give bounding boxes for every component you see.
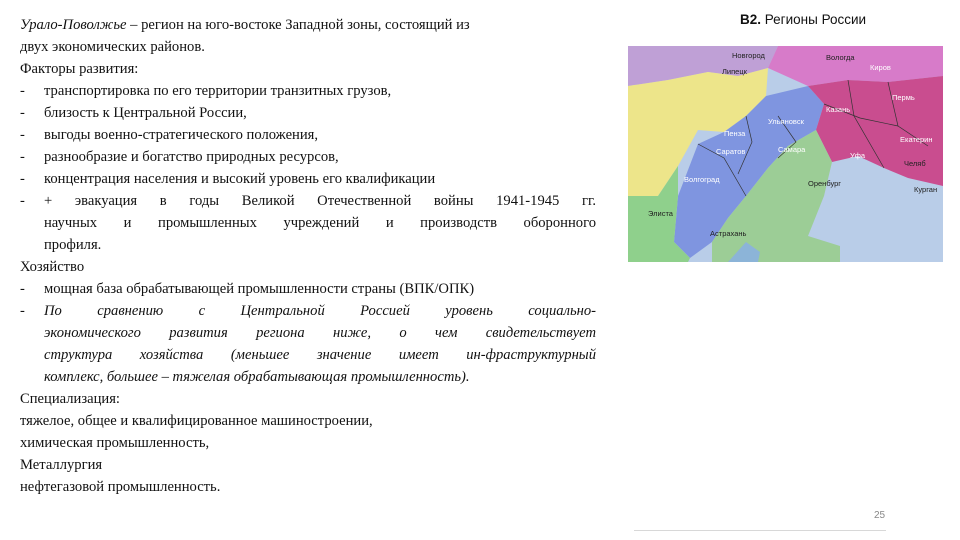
regions-map [628, 46, 943, 262]
label-saratov: Саратов [716, 147, 746, 156]
label-ekaterinburg: Екатерин [900, 135, 933, 144]
spec-line: Металлургия [20, 457, 103, 473]
factor-item: - концентрация населения и высокий уровень его квалификации [20, 171, 436, 187]
label-astrakhan: Астрахань [710, 229, 747, 238]
economy-item-comparison: - По сравнению с Центральной Россией уровень социально- экономического развития региона ниже, о чем свидетельствует структура хозяйства (меньшее значение имеет ин-фраструктурный комплекс, большее – тяжелая обрабатывающая промышленность). [20, 303, 596, 385]
label-novgorod: Новгород [732, 51, 765, 60]
label-lipetsk: Липецк [722, 67, 747, 76]
factor-item: - выгоды военно-стратегического положения, [20, 127, 319, 143]
intro-line-2: двух экономических районов. [20, 39, 205, 55]
spec-line: тяжелое, общее и квалифицированное машиностроении, [20, 413, 373, 429]
label-kurgan: Курган [914, 185, 938, 194]
slide-title: В2. Регионы России [740, 12, 867, 27]
page-number: 25 [874, 510, 886, 521]
factor-item: - разнообразие и богатство природных ресурсов, [20, 149, 339, 165]
factor-item: - близость к Центральной России, [20, 105, 247, 121]
main-text [20, 14, 596, 498]
label-chelyabinsk: Челяб [904, 159, 926, 168]
label-penza: Пенза [724, 129, 746, 138]
intro-line-1: Урало-Поволжье – регион на юго-востоке Западной зоны, состоящий из [20, 17, 470, 33]
label-elista: Элиста [648, 209, 673, 218]
factor-item-evacuation: - + эвакуация в годы Великой Отечественной войны 1941-1945 гг. научных и промышленных учреждений и производств оборонного профиля. [20, 193, 596, 253]
specialization-heading: Специализация: [20, 391, 120, 407]
label-volgograd: Волгоград [684, 175, 720, 184]
label-vologda: Вологда [826, 53, 855, 62]
spec-line: химическая промышленность, [20, 435, 210, 451]
region-name: Урало-Поволжье [20, 17, 127, 33]
footer-divider [634, 530, 886, 531]
label-samara: Самара [778, 145, 806, 154]
label-kazan: Казань [826, 105, 851, 114]
label-ulyanovsk: Ульяновск [768, 117, 804, 126]
factors-heading: Факторы развития: [20, 61, 139, 77]
economy-heading: Хозяйство [20, 259, 85, 275]
economy-item: - мощная база обрабатывающей промышленности страны (ВПК/ОПК) [20, 281, 475, 297]
label-kirov: Киров [870, 63, 891, 72]
spec-line: нефтегазовой промышленность. [20, 479, 221, 495]
label-perm: Пермь [892, 93, 915, 102]
label-ufa: Уфа [850, 151, 866, 160]
factor-item: - транспортировка по его территории транзитных грузов, [20, 83, 392, 99]
label-orenburg: Оренбург [808, 179, 842, 188]
